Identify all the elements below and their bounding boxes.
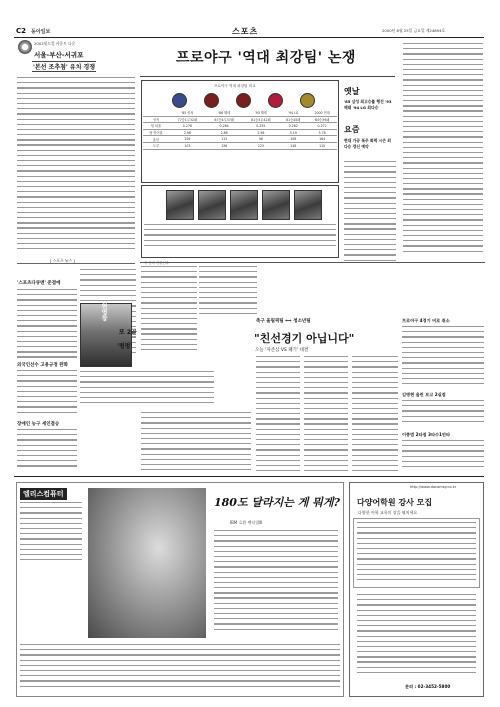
page-number: C2 [16, 27, 27, 35]
ad-brand-logo: 엘리스컴퓨터 [20, 488, 67, 500]
table-row [143, 142, 337, 149]
right-body-3 [402, 440, 484, 472]
section-title: 스포츠 [232, 27, 259, 36]
ad-dealer-list [20, 644, 340, 692]
table-cell: 136 [206, 142, 243, 149]
table-cell: 2.98 [169, 129, 206, 136]
main-story-bottom-rule [140, 262, 485, 263]
player-photo [294, 190, 322, 220]
feature-caption-1: 또 2골 [119, 329, 137, 336]
table-cell: 2.86 [206, 129, 243, 136]
table-cell: 3.78 [307, 129, 337, 136]
table-cell: 84승39패 [307, 116, 337, 123]
soccer-body-1 [256, 356, 300, 471]
sidebar-heading-1: '스포츠다큐멘' 준결에 [17, 281, 61, 286]
main-story-col-1 [344, 161, 396, 261]
sidebar-body-3 [17, 429, 77, 471]
table-cell: 2.98 [243, 129, 280, 136]
row-label: 도루 [143, 142, 169, 149]
table-cell: 81승3무42패 [243, 116, 280, 123]
team-logo-2-icon [204, 93, 219, 108]
right-heading-2: 김병현 올린 보고 2실점 [402, 392, 446, 397]
ad-spec-list [214, 530, 338, 630]
soccer-body-3 [352, 356, 398, 471]
main-story-col-4 [199, 266, 257, 316]
team-name: '85 삼성 [169, 110, 206, 116]
ad-model-photo [88, 488, 206, 638]
left-divider [17, 263, 135, 264]
left-article-body [17, 77, 135, 252]
team-name: '94 LG [279, 110, 307, 116]
left-news-label: [ 스포츠 뉴스 ] [50, 258, 75, 263]
right-body-2 [402, 400, 484, 426]
table-title: 프로야구 역대 최강팀 비교 [214, 84, 256, 88]
table-row [143, 123, 337, 130]
team-stats-table [143, 110, 337, 150]
player-caption: 각 팀의 간판선수 [144, 261, 170, 265]
soccer-body-2 [304, 356, 348, 471]
world-cup-emblem [18, 40, 32, 54]
table-cell: 113 [206, 136, 243, 143]
player-photo [198, 190, 226, 220]
academy-contact: 문의 : 02-3452-5800 [405, 684, 451, 689]
feature-name-vertical: 현영창 [100, 303, 107, 321]
feature-caption-2: '펑펑' [117, 343, 133, 350]
table-cell: 110 [307, 142, 337, 149]
table-cell: 148 [279, 142, 307, 149]
row-label: 홈런 [143, 136, 169, 143]
masthead-rule [14, 37, 484, 38]
paper-name: 동아일보 [31, 29, 51, 35]
right-body-1 [402, 326, 484, 388]
table-cell: 3.19 [279, 129, 307, 136]
ad-left-text [20, 502, 82, 562]
ad-headline: 180도 달라지는 게 뭐게? [214, 496, 340, 509]
feature-body [80, 371, 214, 409]
academy-info-text [357, 522, 476, 584]
sidebar-body-2 [17, 370, 77, 418]
left-kicker: 2002월드컵 카운트 다운 [34, 41, 76, 46]
team-name: '86 해태 [206, 110, 243, 116]
ad-top-rule [14, 476, 484, 477]
table-cell: 123 [243, 142, 280, 149]
player-photo [166, 190, 194, 220]
table-cell: 103 [169, 142, 206, 149]
row-label: 팀 방어율 [143, 129, 169, 136]
sidebar-heading-2: 외국인선수 고용규정 완화 [17, 363, 68, 368]
academy-subtitle: 다양한 어학 교육의 장을 펼치세요 [358, 510, 418, 515]
sidebar-title-old: 옛날 [344, 87, 360, 96]
sidebar-title-new: 요즘 [344, 125, 360, 134]
sidebar-sub-old: '85 삼성 최고승률 행진 '93 해태 '94 LG 최다승 [344, 99, 392, 110]
soccer-headline: "친선경기 아닙니다" [254, 332, 355, 345]
player-stats [144, 224, 336, 254]
table-cell: 98 [243, 136, 280, 143]
table-cell: 126 [169, 136, 206, 143]
left-subhead: '본선 조추첨' 유치 경쟁 [32, 61, 96, 72]
team-name: 2000 현대 [307, 110, 337, 116]
team-name: '93 해태 [243, 110, 280, 116]
academy-url: http://www.dacomsy.co.kr [410, 485, 457, 489]
table-row [143, 129, 337, 136]
team-logo-3-icon [236, 93, 251, 108]
team-logo-4-icon [268, 93, 283, 108]
player-photo [262, 190, 290, 220]
ad-note: IBM 호환 펜티엄Ⅲ [230, 520, 262, 525]
table-cell: 0.282 [279, 123, 307, 130]
date-line: 2000년 8월 25일 금요일 제24894호 [382, 28, 446, 33]
table-cell: 164 [307, 136, 337, 143]
right-heading-3: 이종범 2타점 3타수1안타 [402, 432, 451, 437]
left-headline: 서울-부산-서귀포 [34, 51, 84, 59]
table-cell: 0.255 [243, 123, 280, 130]
right-heading-1: 프로야구 4경기 비로 취소 [402, 318, 450, 323]
row-label: 팀 타율 [143, 123, 169, 130]
player-photo [230, 190, 258, 220]
table-cell: 0.276 [169, 123, 206, 130]
team-logo-5-icon [300, 93, 315, 108]
team-logo-1-icon [172, 93, 187, 108]
main-story-col-3 [141, 266, 197, 352]
soccer-subhead: 오늘 '자존심 VS 패기' 대결 [255, 348, 309, 353]
soccer-kicker: 축구 올림픽팀 ⟺ 청소년팀 [256, 319, 311, 324]
table-cell: 0.264 [206, 123, 243, 130]
table-row [143, 136, 337, 143]
table-row [143, 116, 337, 123]
main-headline: 프로야구 '역대 최강팀' 논쟁 [176, 50, 356, 66]
academy-details [357, 594, 476, 676]
academy-title: 다양어학원 강사 모집 [357, 498, 433, 507]
table-cell: 67승4무37패 [206, 116, 243, 123]
sidebar-heading-3: 장애인 농구 세인결승 [17, 422, 60, 427]
lower-center-col [141, 412, 251, 472]
table-cell: 77승1무32패 [169, 116, 206, 123]
main-story-col-2 [403, 43, 483, 253]
table-cell: 108 [279, 136, 307, 143]
table-cell: 0.272 [307, 123, 337, 130]
headline-rule [140, 76, 395, 77]
row-label: 성적 [143, 116, 169, 123]
sidebar-body-1 [17, 289, 77, 359]
table-cell: 81승45패 [279, 116, 307, 123]
sidebar-sub-new: 현대 가공 폭주 화력 시즌 최다승 갱신 예약 [344, 138, 391, 149]
